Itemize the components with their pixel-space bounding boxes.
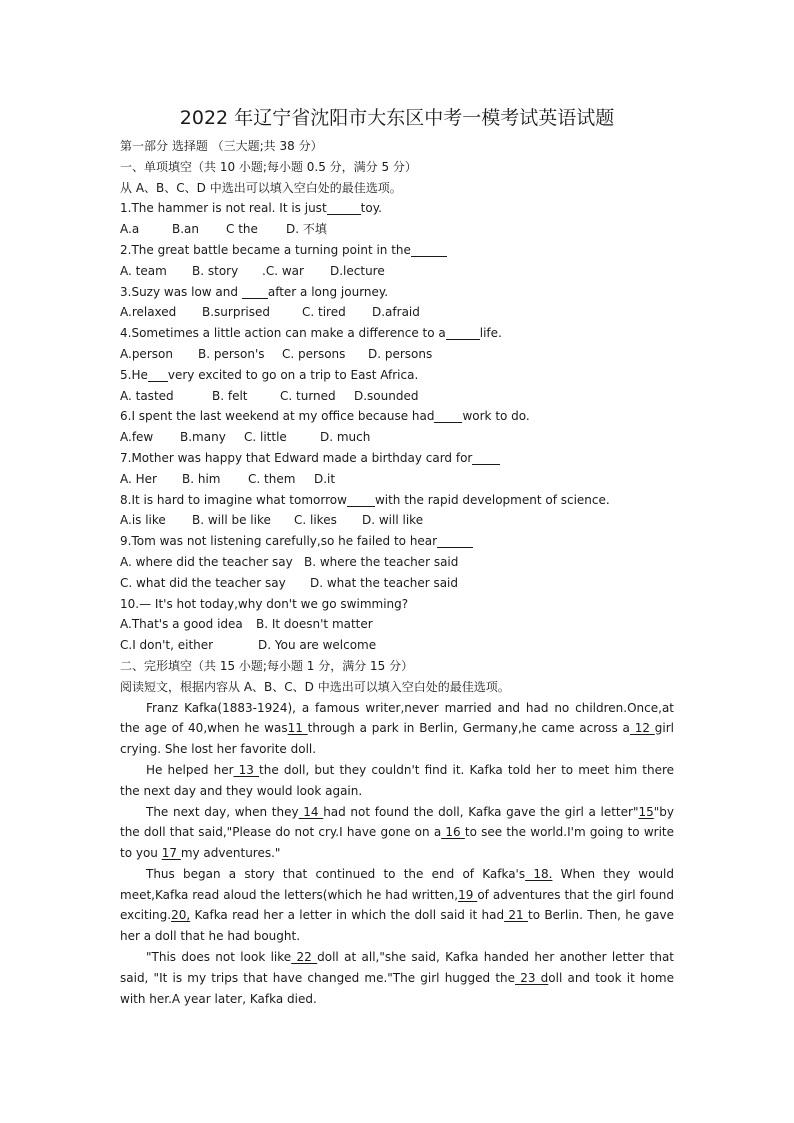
passage-paragraph-3: The next day, when they 14 had not found the doll, Kafka gave the girl a letter"15"by the doll that said,"Please do not cry.I have gone on a 16 to see the world.I'm going to write to you 17 my adventures.": [120, 804, 675, 861]
answer-blank: [327, 200, 361, 215]
section1-instruction: 从 A、B、C、D 中选出可以填入空白处的最佳选项。: [120, 180, 402, 195]
question-2: 2.The great battle became a turning point in the: [120, 240, 674, 261]
passage-paragraph-4: Thus began a story that continued to the end of Kafka's 18. When they would meet,Kafka read aloud the letters(which he had written,19 of adventures that the girl found exciting.20, Kafka read her a letter in which the doll said it had 21 to Berlin. Then, he gave her a doll that he had bought.: [120, 866, 675, 944]
answer-blank: [434, 408, 462, 423]
question-4: 4.Sometimes a little action can make a difference to a life.: [120, 326, 502, 341]
answer-blank: [472, 450, 500, 465]
question-7: 7.Mother was happy that Edward made a birthday card for: [120, 448, 674, 469]
question-9: 9.Tom was not listening carefully,so he failed to hear: [120, 531, 674, 552]
question-5: 5.He very excited to go on a trip to East Africa.: [120, 367, 419, 382]
answer-blank: [411, 242, 447, 257]
question-8: 8.It is hard to imagine what tomorrow with the rapid development of science.: [120, 492, 610, 507]
question-6-options: A.few B.many C. little D. much: [120, 430, 371, 445]
question-10: 10.— It's hot today,why don't we go swimming?: [120, 596, 409, 611]
question-9-options-row2: C. what did the teacher say D. what the teacher said: [120, 575, 459, 590]
question-4-options: A.person B. person's C. persons D. persons: [120, 346, 433, 361]
exam-content: [120, 136, 674, 1009]
question-9-options-row1: A. where did the teacher say B. where the teacher said: [120, 554, 459, 569]
question-1-options: A.a B.an C the D. 不填: [120, 222, 327, 237]
answer-blank: [446, 325, 480, 340]
answer-blank: [347, 492, 375, 507]
section1-header: 一、单项填空（共 10 小题;每小题 0.5 分，满分 5 分）: [120, 159, 417, 174]
section2-header: 二、完形填空（共 15 小题;每小题 1 分，满分 15 分）: [120, 658, 414, 673]
page-title: 2022 年辽宁省沈阳市大东区中考一模考试英语试题: [179, 107, 615, 129]
question-8-options: A.is like B. will be like C. likes D. will like: [120, 513, 424, 528]
part1-header: 第一部分 选择题 （三大题;共 38 分）: [120, 139, 323, 153]
question-3: 3.Suzy was low and after a long journey.: [120, 284, 389, 299]
answer-blank: [148, 367, 168, 382]
question-10-options-row2: C.I don't, either D. You are welcome: [120, 638, 377, 653]
answer-blank: [437, 533, 473, 548]
question-10-options-row1: A.That's a good idea B. It doesn't matter: [120, 617, 373, 632]
passage-paragraph-1: Franz Kafka(1883-1924), a famous writer,never married and had no children.Once,at the age of 40,when he was11 through a park in Berlin, Germany,he came across a 12 girl crying. She lost her favorite doll.: [120, 700, 674, 757]
question-7-options: A. Her B. him C. them D.it: [120, 471, 336, 486]
question-6: 6.I spent the last weekend at my office because had work to do.: [120, 409, 530, 424]
passage-paragraph-5: "This does not look like 22 doll at all,"she said, Kafka handed her another letter that said, "It is my trips that have changed me."The girl hugged the 23 doll and took it home with her.A year later, Kafka died.: [120, 950, 675, 1006]
question-3-options: A.relaxed B.surprised C. tired D.afraid: [120, 305, 420, 320]
answer-blank: [242, 284, 268, 299]
question-2-options: A. team B. story .C. war D.lecture: [120, 263, 385, 278]
passage-paragraph-2: He helped her 13 the doll, but they couldn't find it. Kafka told her to meet him there the next day and they would look again.: [120, 762, 675, 798]
section2-instruction: 阅读短文，根据内容从 A、B、C、D 中选出可以填入空白处的最佳选项。: [120, 679, 510, 694]
question-1: 1.The hammer is not real. It is just toy.: [120, 201, 382, 216]
question-5-options: A. tasted B. felt C. turned D.sounded: [120, 388, 419, 403]
